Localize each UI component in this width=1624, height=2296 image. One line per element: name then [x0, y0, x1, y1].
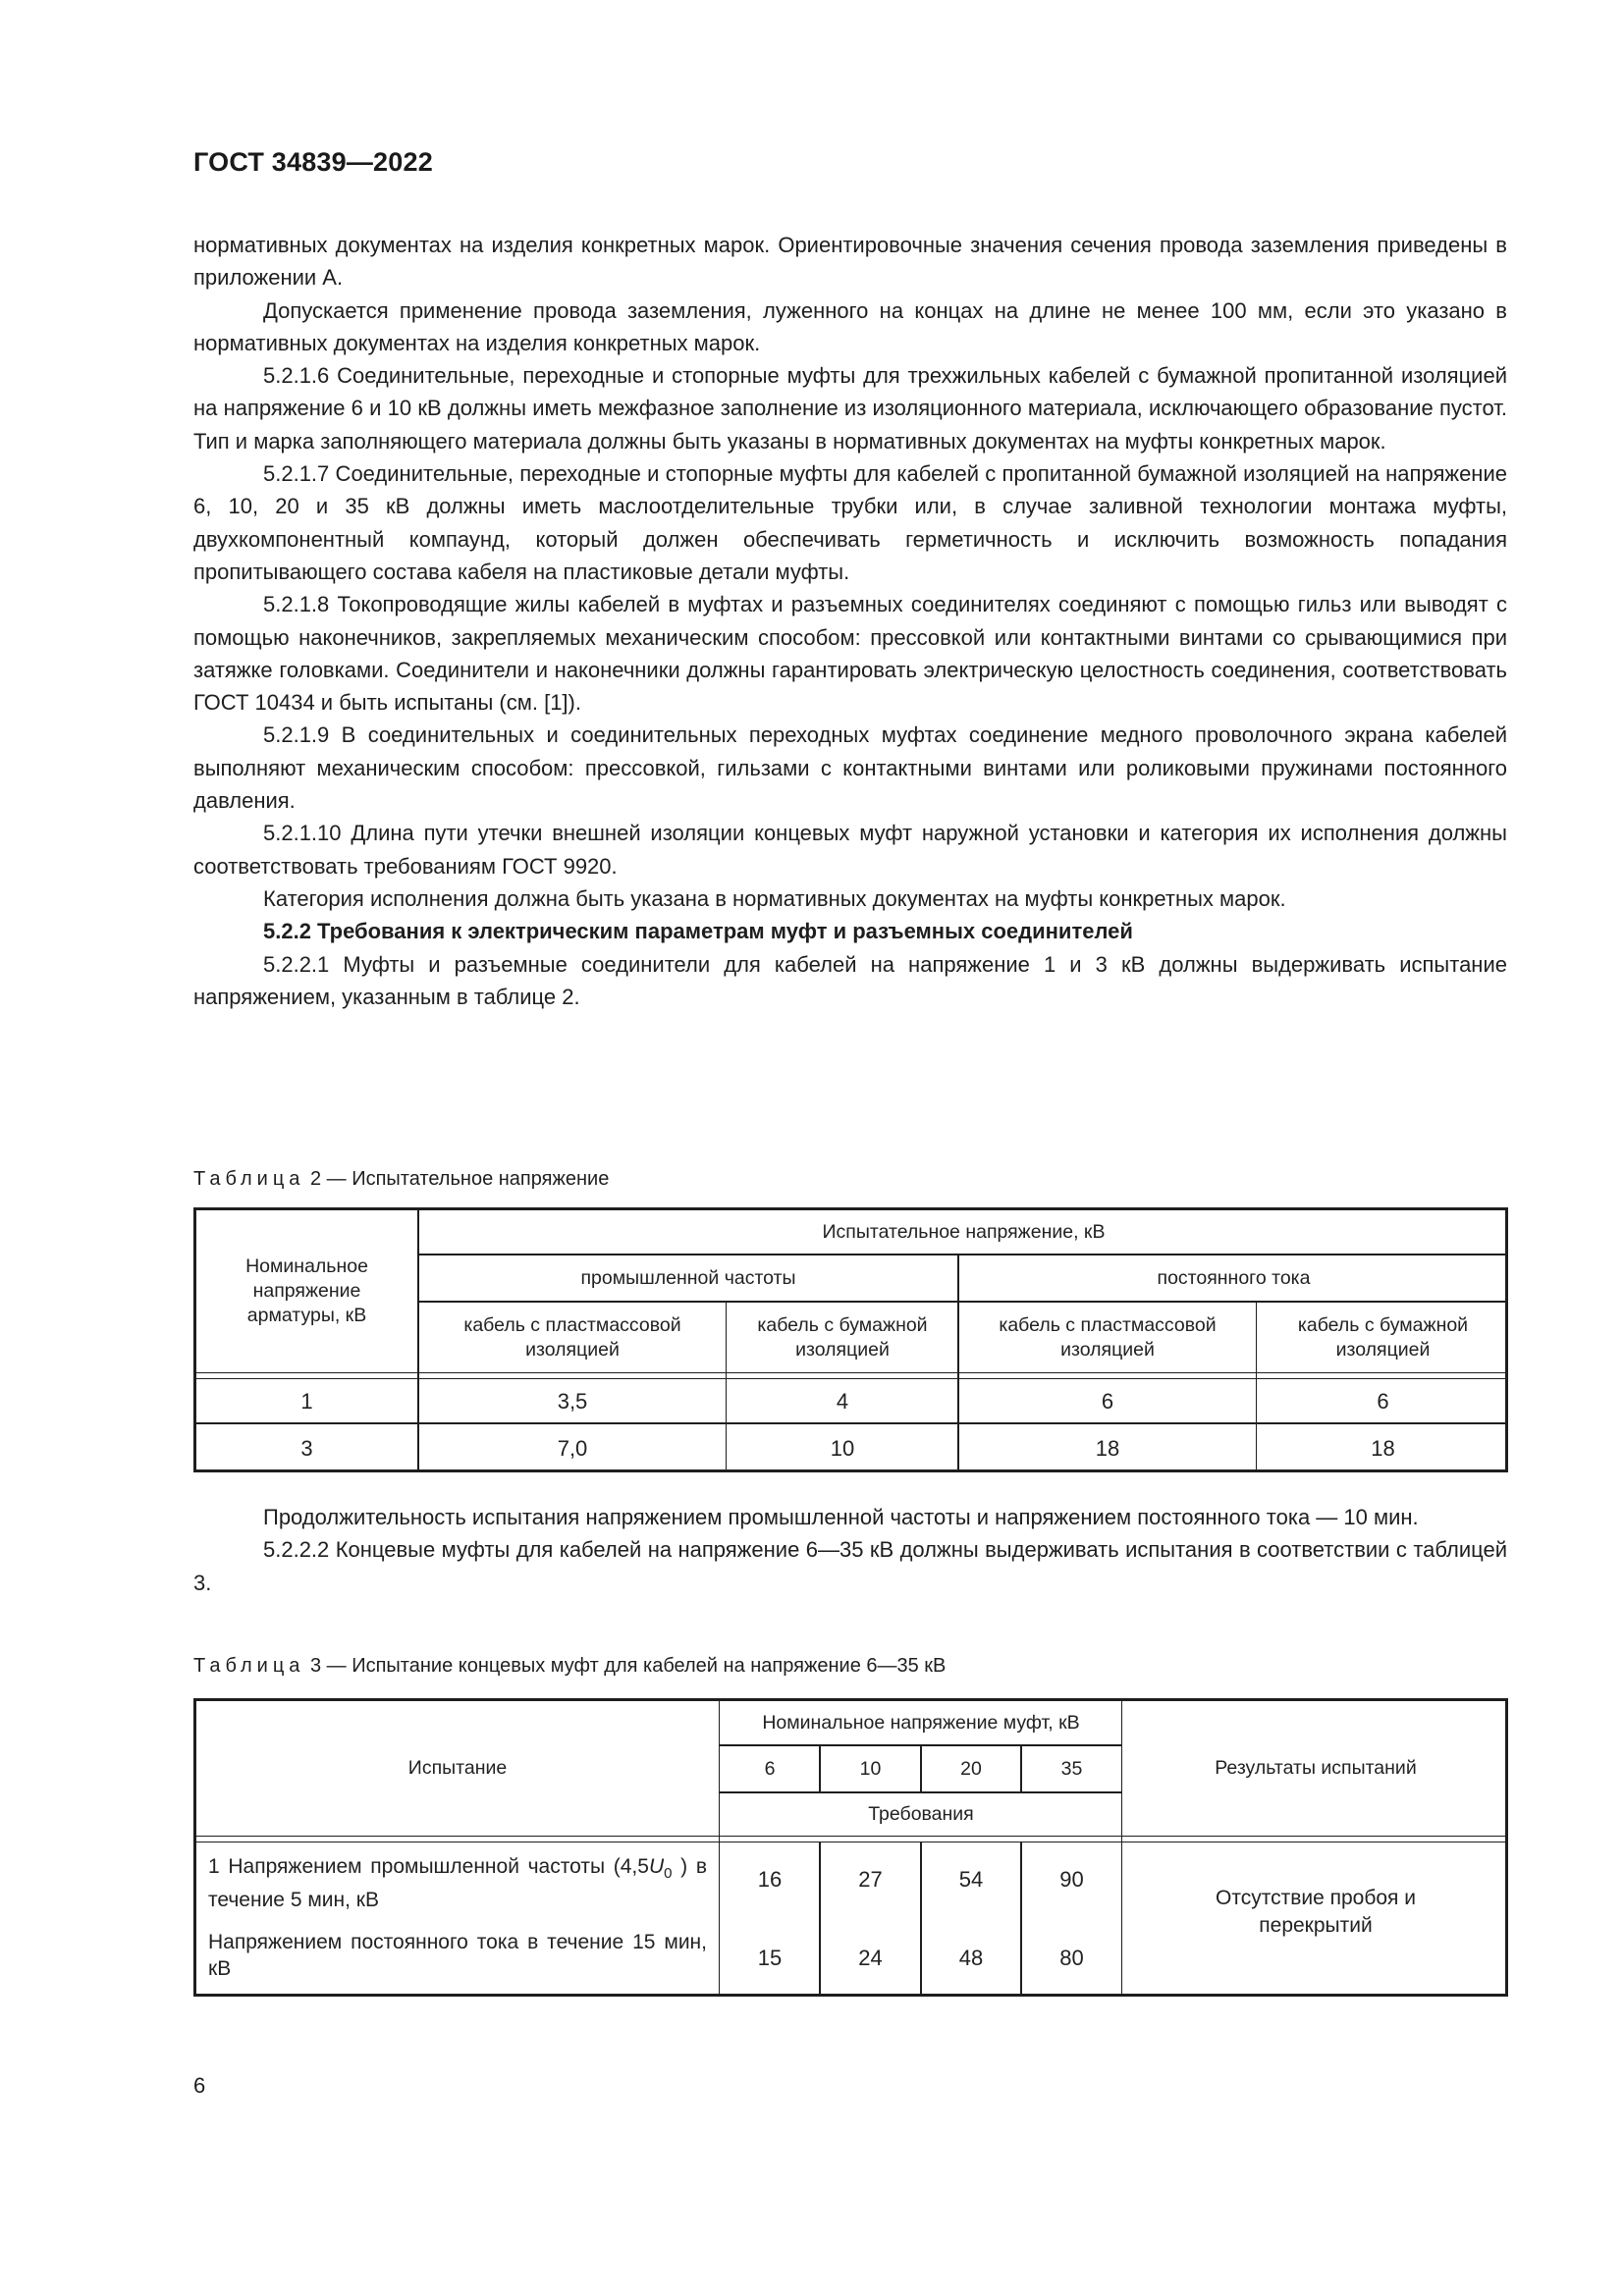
table-cell: 16	[757, 1866, 783, 1892]
paragraph-5-2-2-1: 5.2.2.1 Муфты и разъемные соединители для кабелей на напряжение 1 и 3 кВ должны выдерживать испытание напряжением, указанным в таблице 2.	[193, 951, 1507, 1009]
table-cell: 18	[1371, 1436, 1395, 1461]
test-result: Отсутствие пробоя и перекрытий	[1216, 1887, 1416, 1937]
header-voltage-20: 20	[960, 1757, 982, 1780]
table-cell: 1	[300, 1389, 313, 1414]
caption-title: 2 — Испытательное напряжение	[304, 1168, 610, 1190]
paragraph: Категория исполнения должна быть указана в нормативных документах на муфты конкретных марок.	[263, 885, 1286, 911]
header-direct-current: постоянного тока	[1157, 1266, 1311, 1289]
table-cell: 27	[858, 1866, 883, 1892]
paragraph: нормативных документах на изделия конкретных марок. Ориентировочные значения сечения провода заземления приведены в приложении А.	[193, 233, 1507, 291]
table-cell: 6	[1101, 1389, 1114, 1414]
header-test: Испытание	[407, 1757, 508, 1779]
header-requirements: Требования	[868, 1803, 974, 1825]
table-cell: 54	[958, 1866, 984, 1892]
table-cell: 18	[1095, 1436, 1120, 1461]
table-cell: 48	[958, 1946, 984, 1970]
document-designation: ГОСТ 34839—2022	[193, 147, 433, 177]
test-ac-voltage: 1 Напряжением промышленной частоты ($4,5U_0$ ) в течение 5 мин, кВ	[208, 1855, 707, 1911]
table-cell: 15	[757, 1946, 783, 1970]
section-heading-5-2-2: 5.2.2 Требования к электрическим параметрам муфт и разъемных соединителей	[263, 919, 1133, 944]
table-3-caption	[193, 1655, 946, 1678]
paragraph-5-2-2-2: 5.2.2.2 Концевые муфты для кабелей на напряжение 6—35 кВ должны выдерживать испытания в соответствии с таблицей 3.	[193, 1537, 1507, 1595]
page-number: 6	[193, 2073, 206, 2098]
header-paper-insulation-dc: кабель с бумажной изоляцией	[1297, 1313, 1469, 1361]
header-nominal-voltage-couplings: Номинальное напряжение муфт, кВ	[762, 1711, 1080, 1734]
table-cell: 3,5	[557, 1389, 588, 1414]
header-nominal-voltage: Номинальное напряжение арматуры, кВ	[245, 1255, 368, 1326]
table-cell: 90	[1059, 1866, 1084, 1892]
table-cell: 3	[300, 1436, 313, 1461]
header-voltage-35: 35	[1060, 1757, 1083, 1780]
body-text-block-2	[193, 1501, 1507, 1599]
paragraph-5-2-1-9: 5.2.1.9 В соединительных и соединительных переходных муфтах соединение медного проволочного экрана кабелей выполняют механическим способом: прессовкой, гильзами с контактными винтами или роликовыми пружинами постоянного давления.	[193, 722, 1507, 814]
header-test-results: Результаты испытаний	[1215, 1757, 1417, 1779]
paragraph-test-duration: Продолжительность испытания напряжением промышленной частоты и напряжением постоянного тока — 10 мин.	[263, 1505, 1419, 1529]
paragraph-5-2-1-6: 5.2.1.6 Соединительные, переходные и стопорные муфты для трехжильных кабелей с бумажной пропитанной изоляцией на напряжение 6 и 10 кВ должны иметь межфазное заполнение из изоляционного материала, исключающего образование пустот. Тип и марка заполняющего материала должны быть указаны в нормативных документах на муфты конкретных марок.	[193, 363, 1507, 454]
paragraph: Допускается применение провода заземления, луженного на концах на длине не менее 100 мм, если это указано в нормативных документах на изделия конкретных марок.	[193, 297, 1507, 355]
body-text-block	[193, 229, 1507, 1013]
table-cell: 24	[858, 1946, 883, 1970]
test-dc-voltage: Напряжением постоянного тока в течение 15 мин, кВ	[208, 1931, 707, 1980]
paragraph-5-2-1-8: 5.2.1.8 Токопроводящие жилы кабелей в муфтах и разъемных соединителях соединяют с помощью гильз или выводят с помощью наконечников, закрепляемых механическим способом: прессовкой или контактными винтами со срывающимися при затяжке головками. Соединители и наконечники должны гарантировать электрическую целостность соединения, соответствовать ГОСТ 10434 и быть испытаны (см. [1]).	[193, 592, 1507, 716]
table-3	[193, 1698, 1508, 1997]
table-cell: 80	[1059, 1946, 1084, 1970]
header-plastic-insulation-dc: кабель с пластмассовой изоляцией	[999, 1313, 1217, 1361]
table-2	[193, 1207, 1508, 1472]
header-plastic-insulation-ac: кабель с пластмассовой изоляцией	[463, 1313, 681, 1361]
paragraph-5-2-1-7: 5.2.1.7 Соединительные, переходные и стопорные муфты для кабелей с пропитанной бумажной изоляцией на напряжение 6, 10, 20 и 35 кВ должны иметь маслоотделительные трубки или, в случае заливной технологии монтажа муфты, двухкомпонентный компаунд, который должен обеспечивать герметичность и исключить возможность попадания пропитывающего состава кабеля на пластиковые детали муфты.	[193, 461, 1507, 584]
table-cell: 6	[1377, 1389, 1389, 1414]
table-cell: 4	[836, 1389, 849, 1414]
table-cell: 10	[830, 1436, 855, 1461]
caption-label: Таблица	[193, 1655, 305, 1677]
header-voltage-6: 6	[764, 1757, 776, 1780]
header-test-voltage: Испытательное напряжение, кВ	[822, 1220, 1106, 1243]
caption-label: Таблица	[193, 1168, 305, 1190]
header-paper-insulation-ac: кабель с бумажной изоляцией	[757, 1313, 928, 1361]
table-cell: 7,0	[557, 1436, 588, 1461]
paragraph-5-2-1-10: 5.2.1.10 Длина пути утечки внешней изоляции концевых муфт наружной установки и категория их исполнения должны соответствовать требованиям ГОСТ 9920.	[193, 821, 1507, 879]
table-2-caption	[193, 1168, 609, 1191]
caption-title: 3 — Испытание концевых муфт для кабелей на напряжение 6—35 кВ	[304, 1655, 947, 1677]
header-power-frequency: промышленной частоты	[580, 1266, 796, 1289]
header-voltage-10: 10	[859, 1757, 882, 1780]
